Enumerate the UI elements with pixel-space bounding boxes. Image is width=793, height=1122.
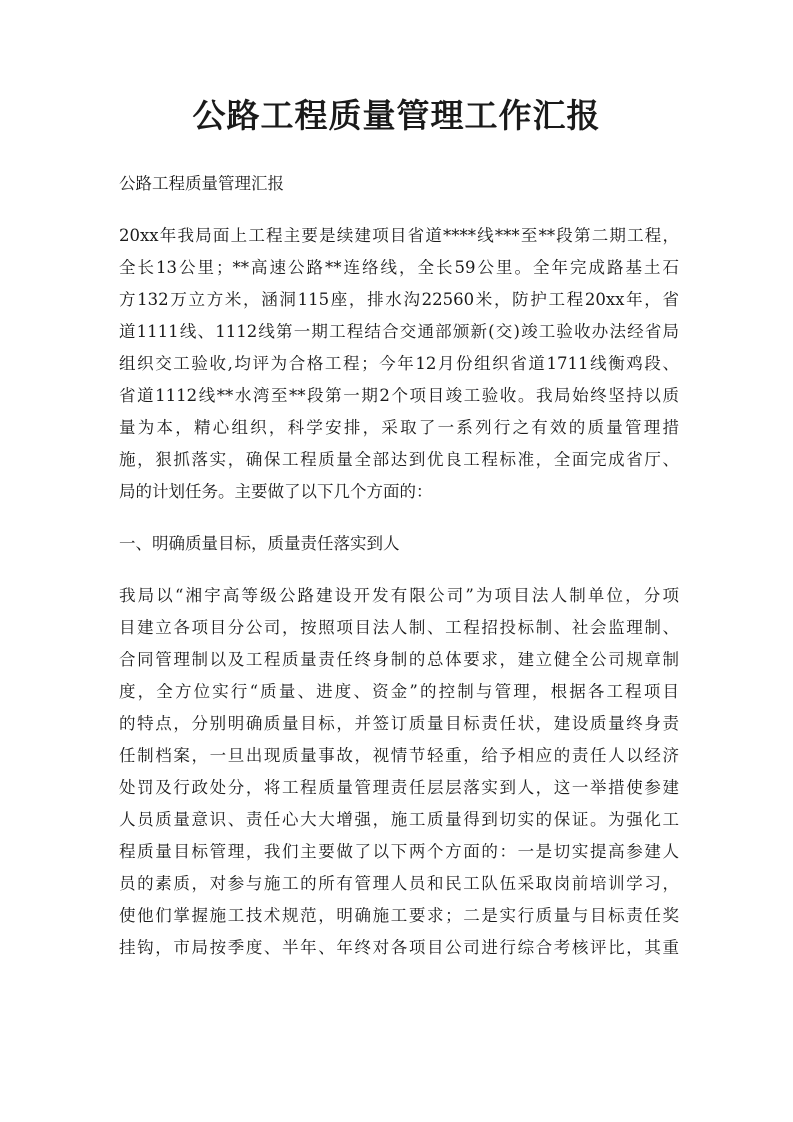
text-line: 施，狠抓落实，确保工程质量全部达到优良工程标准，全面完成省厅、 (119, 450, 679, 469)
text-line: 目建立各项目分公司，按照项目法人制、工程招投标制、社会监理制、 (119, 618, 679, 637)
paragraph-gap (119, 560, 679, 580)
text-line: 员的素质，对参与施工的所有管理人员和民工队伍采取岗前培训学习， (119, 874, 679, 893)
text-line: 省道1112线**水湾至**段第一期2个项目竣工验收。我局始终坚持以质 (119, 386, 679, 405)
section-heading: 一、明确质量目标，质量责任落实到人 (119, 534, 400, 553)
text-line: 合同管理制以及工程质量责任终身制的总体要求，建立健全公司规章制 (119, 650, 679, 669)
text-line: 任制档案，一旦出现质量事故，视情节轻重，给予相应的责任人以经济 (119, 746, 679, 765)
subtitle-paragraph (119, 168, 679, 200)
text-line: 使他们掌握施工技术规范，明确施工要求；二是实行质量与目标责任奖 (119, 906, 679, 925)
paragraph-gap (119, 200, 679, 220)
text-line: 全长13公里；**高速公路**连络线，全长59公里。全年完成路基土石 (119, 258, 679, 277)
subtitle-line: 公路工程质量管理汇报 (119, 174, 284, 193)
text-line: 我局以“湘宇高等级公路建设开发有限公司”为项目法人制单位，分项 (119, 586, 679, 605)
text-line: 量为本，精心组织，科学安排，采取了一系列行之有效的质量管理措 (119, 418, 679, 437)
intro-paragraph (119, 220, 679, 508)
document-body (119, 168, 679, 964)
section-heading-paragraph (119, 528, 679, 560)
section-body-paragraph (119, 580, 679, 964)
text-line: 处罚及行政处分，将工程质量管理责任层层落实到人，这一举措使参建 (119, 778, 679, 797)
text-line: 度，全方位实行“质量、进度、资金”的控制与管理，根据各工程项目 (119, 682, 679, 701)
text-line: 方132万立方米，涵洞115座，排水沟22560米，防护工程20xx年，省 (119, 290, 679, 309)
text-line: 道1111线、1112线第一期工程结合交通部颁新(交)竣工验收办法经省局 (119, 322, 679, 341)
text-line: 挂钩，市局按季度、半年、年终对各项目公司进行综合考核评比，其重 (119, 938, 679, 957)
text-line: 20xx年我局面上工程主要是续建项目省道****线***至**段第二期工程， (119, 226, 679, 245)
text-line: 组织交工验收,均评为合格工程；今年12月份组织省道1711线衡鸡段、 (119, 354, 679, 373)
paragraph-gap (119, 508, 679, 528)
text-line: 的特点，分别明确质量目标，并签订质量目标责任状，建设质量终身责 (119, 714, 679, 733)
text-line: 人员质量意识、责任心大大增强，施工质量得到切实的保证。为强化工 (119, 810, 679, 829)
text-line: 局的计划任务。主要做了以下几个方面的： (119, 482, 433, 501)
document-title: 公路工程质量管理工作汇报 (192, 96, 601, 135)
text-line: 程质量目标管理，我们主要做了以下两个方面的：一是切实提高参建人 (119, 842, 679, 861)
